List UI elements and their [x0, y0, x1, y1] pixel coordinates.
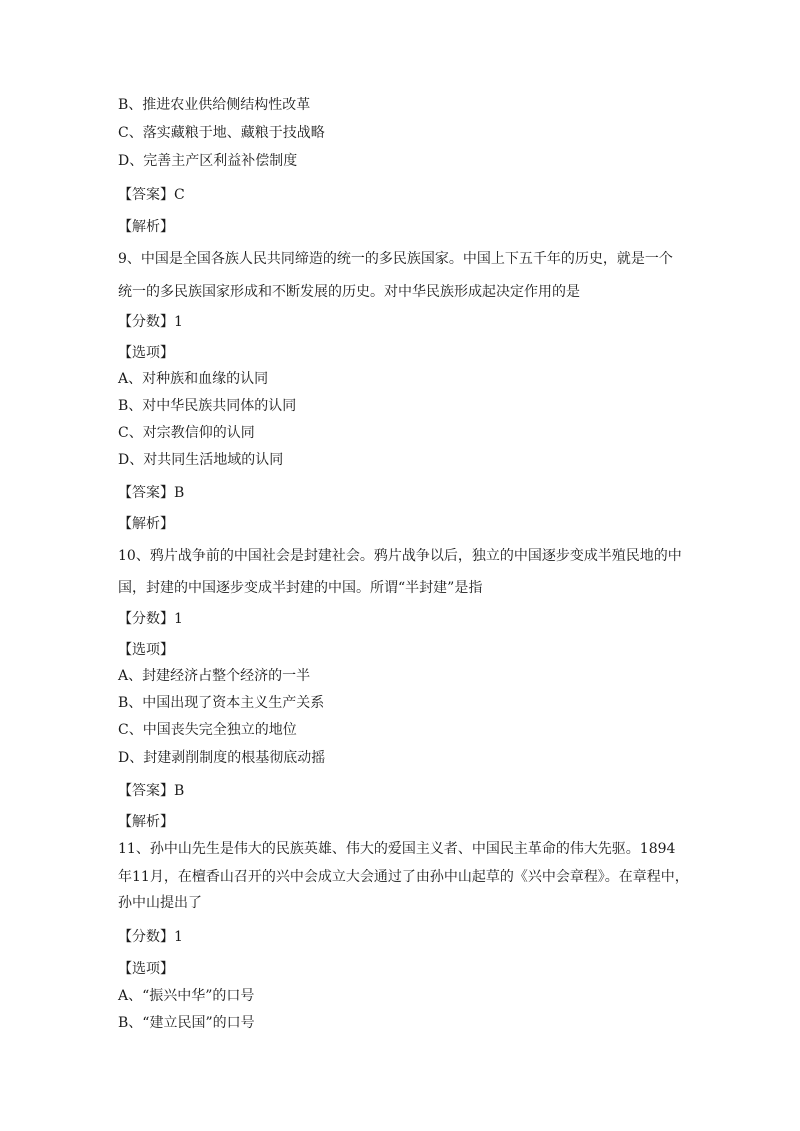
q8-option-c: C、落实藏粮于地、藏粮于技战略 [118, 125, 325, 141]
q11-stem-line-3: 孙中山提出了 [118, 895, 202, 911]
q9-option-a: A、对种族和血缘的认同 [118, 371, 269, 387]
q10-stem-line-1: 10、鸦片战争前的中国社会是封建社会。鸦片战争以后，独立的中国逐步变成半殖民地的中 [118, 548, 682, 564]
q9-option-b: B、对中华民族共同体的认同 [118, 398, 297, 414]
q9-analysis: 【解析】 [118, 516, 174, 532]
q10-analysis: 【解析】 [118, 814, 174, 830]
q8-option-d: D、完善主产区利益补偿制度 [118, 153, 298, 169]
q10-stem-line-2: 国，封建的中国逐步变成半封建的中国。所谓“半封建”是指 [118, 580, 483, 596]
q11-options-header: 【选项】 [118, 961, 174, 977]
q11-stem-line-2: 年11月，在檀香山召开的兴中会成立大会通过了由孙中山起草的《兴中会章程》。在章程中， [118, 869, 689, 885]
q10-answer: 【答案】B [118, 783, 185, 799]
q8-answer: 【答案】C [118, 187, 185, 203]
q11-option-b: B、“建立民国”的口号 [118, 1015, 255, 1031]
q9-answer: 【答案】B [118, 485, 185, 501]
q9-options-header: 【选项】 [118, 345, 174, 361]
q9-stem-line-2: 统一的多民族国家形成和不断发展的历史。对中华民族形成起决定作用的是 [118, 284, 580, 300]
q10-option-a: A、封建经济占整个经济的一半 [118, 668, 311, 684]
q10-options-header: 【选项】 [118, 642, 174, 658]
q10-option-b: B、中国出现了资本主义生产关系 [118, 695, 325, 711]
q9-option-c: C、对宗教信仰的认同 [118, 425, 255, 441]
q10-option-d: D、封建剥削制度的根基彻底动摇 [118, 750, 326, 766]
q10-score: 【分数】1 [118, 611, 183, 627]
q9-stem-line-1: 9、中国是全国各族人民共同缔造的统一的多民族国家。中国上下五千年的历史，就是一个 [118, 251, 673, 267]
q9-option-d: D、对共同生活地域的认同 [118, 452, 284, 468]
q8-option-b: B、推进农业供给侧结构性改革 [118, 97, 311, 113]
q11-stem-line-1: 11、孙中山先生是伟大的民族英雄、伟大的爱国主义者、中国民主革命的伟大先驱。1894 [118, 841, 676, 857]
q11-option-a: A、“振兴中华”的口号 [118, 988, 255, 1004]
q11-score: 【分数】1 [118, 929, 183, 945]
q8-analysis: 【解析】 [118, 219, 174, 235]
q10-option-c: C、中国丧失完全独立的地位 [118, 722, 297, 738]
q9-score: 【分数】1 [118, 314, 183, 330]
